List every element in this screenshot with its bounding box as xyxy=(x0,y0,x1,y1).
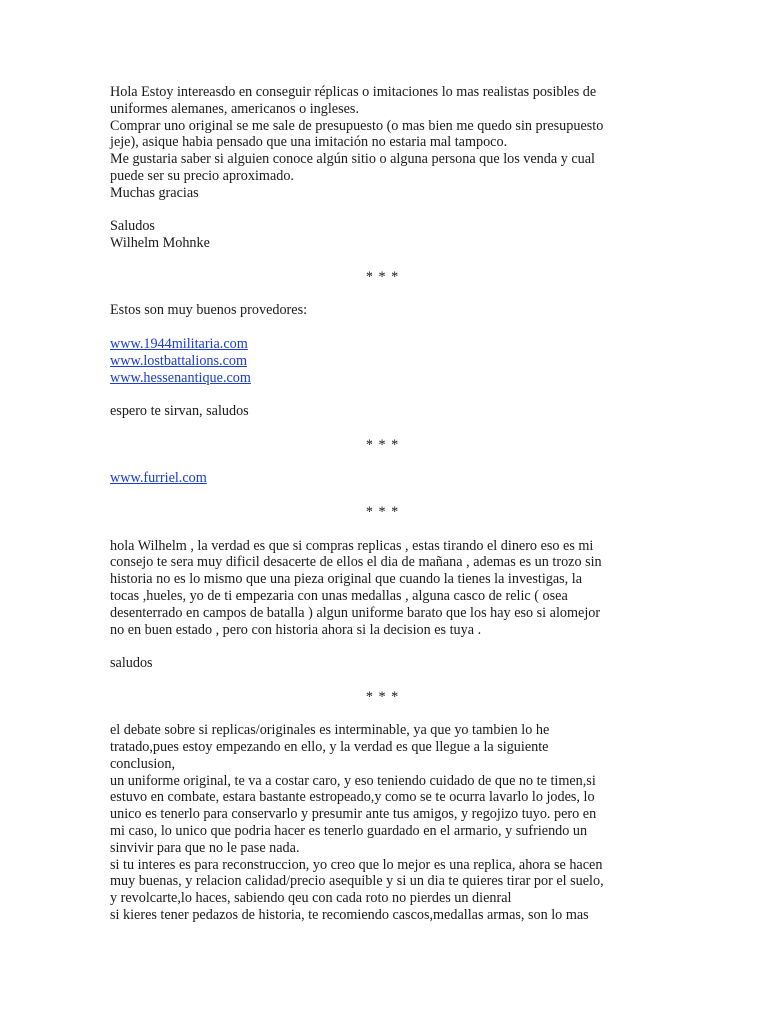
forum-post-1 xyxy=(110,84,655,252)
text-line: hola Wilhelm , la verdad es que si compras replicas , estas tirando el dinero eso es mi xyxy=(110,537,594,554)
text-line: Muchas gracias xyxy=(110,184,199,201)
text-line: un uniforme original, te va a costar caro, y eso teniendo cuidado de que no te timen,si xyxy=(110,772,596,789)
document-page xyxy=(110,84,655,924)
link-furriel[interactable]: www.furriel.com xyxy=(110,470,207,487)
text-line: Estos son muy buenos provedores: xyxy=(110,302,308,319)
text-line: consejo te sera muy dificil desacerte de ellos el dia de mañana , ademas es un trozo sin xyxy=(110,554,602,571)
text-line: no en buen estado , pero con historia ahora si la decision es tuya . xyxy=(110,621,482,638)
text-line: jeje), asique habia pensado que una imitación no estaria mal tampoco. xyxy=(110,134,508,151)
forum-post-5 xyxy=(110,722,655,924)
text-line: y revolcarte,lo haces, sabiendo qeu con cada roto no pierdes un dienral xyxy=(110,890,512,907)
link-hessenantique[interactable]: www.hessenantique.com xyxy=(110,369,251,386)
text-line: Me gustaria saber si alguien conoce algún sitio o alguna persona que los venda y cual xyxy=(110,151,595,168)
forum-post-3 xyxy=(110,470,655,487)
text-line: si kieres tener pedazos de historia, te recomiendo cascos,medallas armas, son lo mas xyxy=(110,907,589,924)
text-line: tocas ,hueles, yo de ti empezaria con unas medallas , alguna casco de relic ( osea xyxy=(110,587,568,604)
separator: * * * xyxy=(365,503,400,520)
greeting: Saludos xyxy=(110,218,155,235)
text-line: estuvo en combate, estara bastante estropeado,y como se te ocurra lavarlo lo jodes, lo xyxy=(110,789,595,806)
text-line: conclusion, xyxy=(110,755,176,772)
text-line: historia no es lo mismo que una pieza original que cuando la tienes la investigas, la xyxy=(110,571,583,588)
text-line: espero te sirvan, saludos xyxy=(110,403,249,420)
text-line: puede ser su precio aproximado. xyxy=(110,167,294,184)
text-line: muy buenas, y relacion calidad/precio asequible y si un dia te quieres tirar por el suelo, xyxy=(110,873,604,890)
separator: * * * xyxy=(365,436,400,453)
text-line: desenterrado en campos de batalla ) algun uniforme barato que los hay eso si alomejor xyxy=(110,604,601,621)
forum-post-2 xyxy=(110,302,655,420)
text-line: el debate sobre si replicas/originales es interminable, ya que yo tambien lo he xyxy=(110,722,550,739)
text-line: tratado,pues estoy empezando en ello, y la verdad es que llegue a la siguiente xyxy=(110,739,549,756)
signature: Wilhelm Mohnke xyxy=(110,235,210,252)
text-line: saludos xyxy=(110,655,153,672)
forum-post-4 xyxy=(110,538,655,672)
separator: * * * xyxy=(365,688,400,705)
link-lostbattalions[interactable]: www.lostbattalions.com xyxy=(110,352,247,369)
text-line: Hola Estoy intereasdo en conseguir réplicas o imitaciones lo mas realistas posibles de xyxy=(110,84,597,100)
separator: * * * xyxy=(365,268,400,285)
link-1944militaria[interactable]: www.1944militaria.com xyxy=(110,335,248,352)
text-line: unico es tenerlo para conservarlo y presumir ante tus amigos, y regojizo tuyo. pero en xyxy=(110,806,597,823)
text-line: mi caso, lo unico que podria hacer es tenerlo guardado en el armario, y sufriendo un xyxy=(110,823,588,840)
text-line: si tu interes es para reconstruccion, yo creo que lo mejor es una replica, ahora se hacen xyxy=(110,856,603,873)
text-line: uniformes alemanes, americanos o ingleses. xyxy=(110,100,359,117)
text-line: Comprar uno original se me sale de presupuesto (o mas bien me quedo sin presupuesto xyxy=(110,117,604,134)
text-line: sinvivir para que no le pase nada. xyxy=(110,839,300,856)
